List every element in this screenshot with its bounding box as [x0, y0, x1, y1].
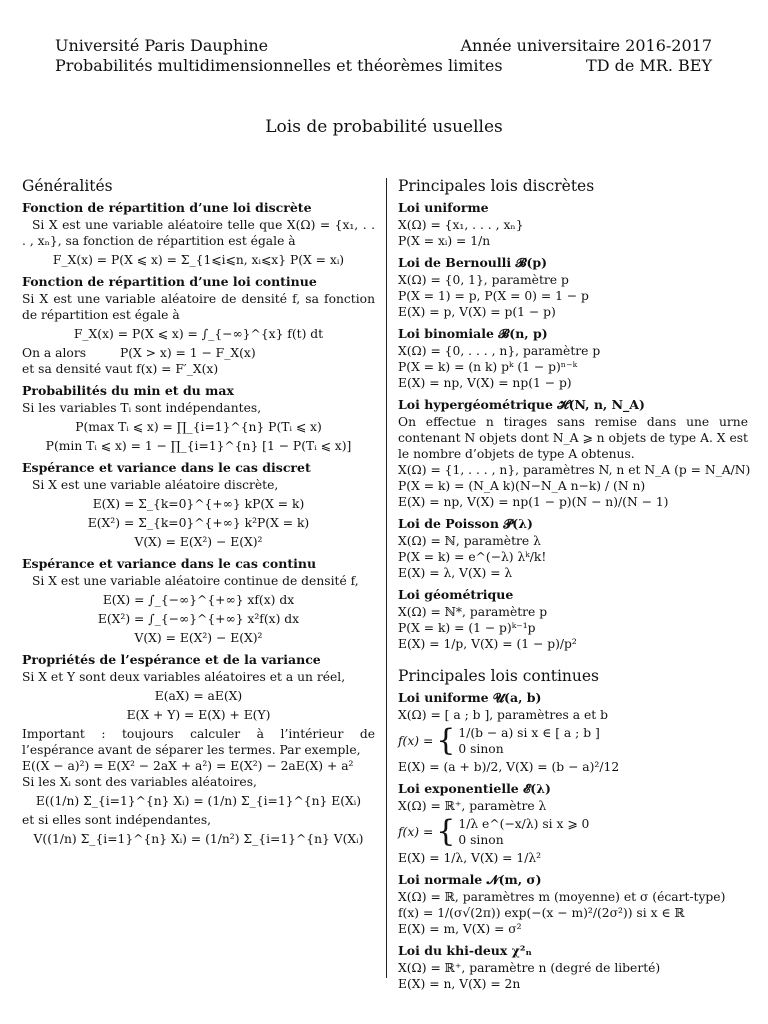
law-line: X(Ω) = ℝ⁺, paramètre λ: [398, 799, 547, 813]
law-line: P(X = k) = e^(−λ) λᵏ/k!: [398, 550, 547, 564]
paragraph: Si X est une variable aléatoire discrète,: [32, 478, 279, 492]
paragraph: et sa densité vaut f(x) = F′_X(x): [22, 362, 219, 376]
subsection-title: Propriétés de l’espérance et de la variance: [22, 652, 321, 667]
paragraph: Si les Xᵢ sont des variables aléatoires,: [22, 775, 257, 789]
equation: P(max Tᵢ ⩽ x) = ∏_{i=1}^{n} P(Tᵢ ⩽ x): [75, 420, 322, 434]
law-line: X(Ω) = ℕ, paramètre λ: [398, 534, 541, 548]
academic-year: Année universitaire 2016-2017: [460, 36, 712, 55]
law-line: X(Ω) = ℝ, paramètres m (moyenne) et σ (écart-type): [398, 890, 726, 904]
density-case: 0 sinon: [458, 833, 504, 847]
column-divider: [386, 178, 387, 978]
law-title: Loi de Bernoulli 𝓑(p): [398, 255, 548, 270]
course-name: Probabilités multidimensionnelles et théorèmes limites: [55, 56, 503, 75]
equation: V(X) = E(X²) − E(X)²: [134, 631, 263, 645]
law-line: P(X = k) = (n k) pᵏ (1 − p)ⁿ⁻ᵏ: [398, 360, 578, 374]
equation: V((1/n) Σ_{i=1}^{n} Xᵢ) = (1/n²) Σ_{i=1}^{n} V(Xᵢ): [33, 832, 364, 846]
density-piecewise: f(x) = { 1/λ e^(−x/λ) si x ⩾ 0 0 sinon: [398, 814, 590, 849]
equation: E((1/n) Σ_{i=1}^{n} Xᵢ) = (1/n) Σ_{i=1}^{n} E(Xᵢ): [35, 794, 362, 808]
law-line: X(Ω) = ℕ*, paramètre p: [398, 605, 548, 619]
section-heading-lois-continues: Principales lois continues: [398, 667, 599, 685]
equation: E((X − a)²) = E(X² − 2aX + a²) = E(X²) − 2aE(X) + a²: [22, 759, 354, 773]
equation: E(X²) = Σ_{k=0}^{+∞} k²P(X = k): [87, 516, 310, 530]
paragraph: Si X est une variable aléatoire telle que X(Ω) = {x₁, . . . , xₙ}, sa fonction de répartition est égale à: [22, 218, 375, 248]
subsection-title: Probabilités du min et du max: [22, 383, 234, 398]
equation: V(X) = E(X²) − E(X)²: [134, 535, 263, 549]
law-line: X(Ω) = {0, 1}, paramètre p: [398, 273, 569, 287]
paragraph: Important : toujours calculer à l’intérieur de l’espérance avant de séparer les termes. Par exemple,: [22, 727, 375, 757]
university-name: Université Paris Dauphine: [55, 36, 269, 55]
subsection-title: Espérance et variance dans le cas continu: [22, 556, 317, 571]
law-line: X(Ω) = ℝ⁺, paramètre n (degré de liberté): [398, 961, 661, 975]
law-line: P(X = xᵢ) = 1/n: [398, 234, 491, 248]
law-line: f(x) = 1/(σ√(2π)) exp(−(x − m)²/(2σ²)) si x ∈ ℝ: [398, 906, 685, 920]
equation: P(X > x) = 1 − F_X(x): [119, 346, 256, 360]
law-line: X(Ω) = {0, . . . , n}, paramètre p: [398, 344, 601, 358]
law-title: Loi de Poisson 𝓟(λ): [398, 516, 533, 531]
law-description: On effectue n tirages sans remise dans une urne contenant N objets dont N_A ⩾ n objets de type A. X est le nombre d’objets de type A obtenus.: [398, 415, 748, 461]
law-line: E(X) = 1/λ, V(X) = 1/λ²: [398, 851, 542, 865]
header-left: [55, 36, 503, 76]
equation: E(X²) = ∫_{−∞}^{+∞} x²f(x) dx: [97, 612, 300, 626]
equation: E(X) = Σ_{k=0}^{+∞} kP(X = k): [92, 497, 305, 511]
law-title: Loi uniforme: [398, 200, 489, 215]
law-line: X(Ω) = {x₁, . . . , xₙ}: [398, 218, 524, 232]
law-line: E(X) = (a + b)/2, V(X) = (b − a)²/12: [398, 760, 620, 774]
density-case: 1/λ e^(−x/λ) si x ⩾ 0: [458, 817, 590, 831]
law-title: Loi hypergéométrique 𝓗(N, n, N_A): [398, 397, 645, 412]
law-title: Loi binomiale 𝓑(n, p): [398, 326, 548, 341]
subsection-title: Espérance et variance dans le cas discret: [22, 460, 311, 475]
law-line: E(X) = np, V(X) = np(1 − p)(N − n)/(N − 1): [398, 495, 669, 509]
law-line: P(X = k) = (N_A k)(N−N_A n−k) / (N n): [398, 479, 646, 493]
law-line: E(X) = λ, V(X) = λ: [398, 566, 513, 580]
section-heading-generalites: Généralités: [22, 177, 113, 195]
paragraph: et si elles sont indépendantes,: [22, 813, 212, 827]
law-title: Loi normale 𝓝(m, σ): [398, 872, 542, 887]
document-title: Lois de probabilité usuelles: [265, 117, 503, 137]
left-column: [22, 178, 375, 850]
td-label: TD de MR. BEY: [586, 56, 712, 75]
law-line: X(Ω) = [ a ; b ], paramètres a et b: [398, 708, 608, 722]
header-right: [460, 36, 712, 76]
right-column: [398, 177, 751, 992]
paragraph: Si X et Y sont deux variables aléatoires et a un réel,: [22, 670, 346, 684]
paragraph: Si X est une variable aléatoire continue de densité f,: [32, 574, 359, 588]
label: On a alors: [22, 346, 87, 360]
law-title: Loi uniforme 𝓤(a, b): [398, 690, 542, 705]
law-title: Loi exponentielle 𝓔(λ): [398, 781, 551, 796]
law-line: P(X = k) = (1 − p)ᵏ⁻¹p: [398, 621, 536, 635]
law-title: Loi du khi-deux χ²ₙ: [398, 943, 532, 958]
subsection-title: Fonction de répartition d’une loi continue: [22, 274, 317, 289]
equation: F_X(x) = P(X ⩽ x) = Σ_{1⩽i⩽n, xᵢ⩽x} P(X = xᵢ): [52, 253, 345, 267]
equation: E(X) = ∫_{−∞}^{+∞} xf(x) dx: [102, 593, 295, 607]
density-piecewise: f(x) = { 1/(b − a) si x ∈ [ a ; b ] 0 sinon: [398, 723, 600, 758]
law-line: E(X) = p, V(X) = p(1 − p): [398, 305, 556, 319]
law-line: E(X) = np, V(X) = np(1 − p): [398, 376, 572, 390]
paragraph: Si X est une variable aléatoire de densité f, sa fonction de répartition est égale à: [22, 292, 375, 322]
subsection-title: Fonction de répartition d’une loi discrète: [22, 200, 312, 215]
law-line: P(X = 1) = p, P(X = 0) = 1 − p: [398, 289, 589, 303]
law-line: E(X) = 1/p, V(X) = (1 − p)/p²: [398, 637, 577, 651]
paragraph: Si les variables Tᵢ sont indépendantes,: [22, 401, 262, 415]
equation: E(X + Y) = E(X) + E(Y): [126, 708, 271, 722]
law-line: E(X) = m, V(X) = σ²: [398, 922, 522, 936]
paragraph: [22, 345, 375, 361]
section-heading-lois-discretes: Principales lois discrètes: [398, 177, 595, 195]
equation: F_X(x) = P(X ⩽ x) = ∫_{−∞}^{x} f(t) dt: [73, 327, 324, 341]
density-case: 1/(b − a) si x ∈ [ a ; b ]: [458, 726, 600, 740]
law-line: X(Ω) = {1, . . . , n}, paramètres N, n et N_A (p = N_A/N): [398, 463, 751, 477]
equation: P(min Tᵢ ⩽ x) = 1 − ∏_{i=1}^{n} [1 − P(Tᵢ ⩽ x)]: [45, 439, 352, 453]
law-title: Loi géométrique: [398, 587, 514, 602]
law-line: E(X) = n, V(X) = 2n: [398, 977, 521, 991]
equation: E(aX) = aE(X): [154, 689, 243, 703]
density-case: 0 sinon: [458, 742, 504, 756]
